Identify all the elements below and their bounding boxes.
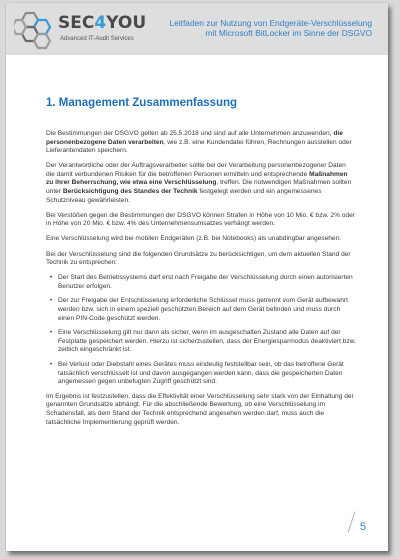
footer-divider: [348, 511, 356, 532]
document-title: Leitfaden zur Nutzung von Endgeräte-Verschlüsselung mit Microsoft BitLocker im Sinne der DSGVO: [169, 18, 372, 38]
paragraph: Im Ergebnis ist festzustellen, dass die Effektivität einer Verschlüsselung sehr stark von der Einhaltung der genannten Grundsätze abhängt. Für die abschließende Bewertung, ob eine Verschlüsselung im Schadensfall, als dem Stand der Technik entsprechend angesehen werden darf, muss auch die tatsächliche Implementierung geprüft werden.: [46, 392, 354, 426]
list-item: • Eine Verschlüsselung gilt nur dann als sicher, wenn im ausgeschalten Zustand alle Daten auf der Festplatte gespeichert werden. Hierzu ist sicherzustellen, dass der Energiesparmodus deaktiviert bzw. zeitlich eingeschränkt ist.: [58, 329, 356, 355]
paragraph: Die Bestimmungen der DSGVO gelten ab 25.5.2018 und sind auf alle Unternehmen anzuwenden, die personenbezogene Daten verarbeiten, wie z.B. eine Kundendatei führen, Rechnungen ausstellen oder Lieferantendaten speichern.: [46, 130, 352, 155]
paragraph: Eine Verschlüsselung wird bei mobilen Endgeräten (z.B. bei Notebooks) als unabdingbar angesehen.: [46, 235, 342, 243]
document-page: [6, 3, 388, 551]
page-content: [46, 96, 356, 434]
page-number: 5: [359, 521, 366, 533]
page-header: [6, 3, 388, 55]
principles-list: [46, 274, 356, 387]
list-item: • Der Start des Betriebssystems darf erst nach Freigabe der Verschlüsselung durch einen autorisierten Benutzer erfolgen.: [58, 274, 356, 291]
logo-wordmark: SEC4YOU: [58, 13, 147, 33]
list-item: • Der zur Freigabe der Entschlüsselung erforderliche Schlüssel muss getrennt vom Gerät aufbewahrt werden bzw. sich in einem speziell geschützten Bereich auf dem Gerät befinden und muss durch einen PIN-Code geschützt werden.: [58, 297, 356, 323]
hexagon-logo-icon: [14, 9, 58, 53]
section-heading: 1. Management Zusammenfassung: [46, 97, 238, 109]
paragraph: Der Verantwortliche oder der Auftragsverarbeiter sollte bei der Verarbeitung personenbezogener Daten die damit verbundenen Risiken für die betroffenen Personen ermitteln und entsprechende Maßnahmen zu ihrer Beherrschung, wie etwa eine Verschlüsselung, treffen. Die notwendigen Maßnahmen sollten unter Berücksichtigung des Standes der Technik festgelegt werden und ein angemessenes Schutzniveau gewährleisten.: [46, 162, 352, 204]
paragraph: Bei Verstößen gegen die Bestimmungen der DSGVO können Strafen in Höhe von 10 Mio. € bzw. 2% oder in Höhe von 20 Mio. € bzw. 4% des Unternehmensumsatzes verhängt werden.: [46, 211, 355, 228]
logo-tagline: Advanced IT-Audit Services: [60, 36, 134, 42]
company-logo: [14, 9, 174, 53]
paragraph: Bei der Verschlüsselung sind die folgenden Grundsätze zu berücksichtigen, um dem aktuellen Stand der Technik zu entsprechen:: [46, 250, 351, 267]
list-item: • Bei Verlust oder Diebstahl eines Gerätes muss eindeutig feststellbar sein, ob das betroffene Gerät tatsächlich verschlüsselt ist und davon ausgegangen werden kann, dass die gespeicherten Daten angemessen gegen unbefugten Zugriff geschützt sind.: [58, 361, 356, 387]
